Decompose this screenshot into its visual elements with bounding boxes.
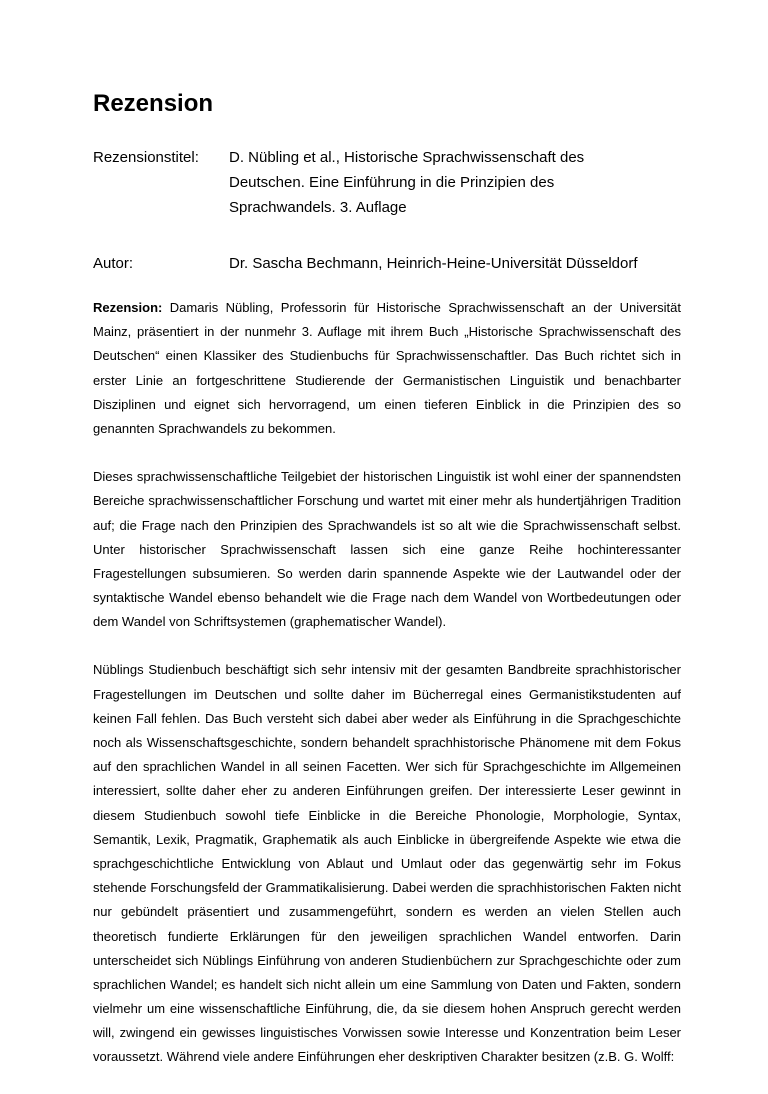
text-line (93, 731, 681, 755)
author-name: Dr. Sascha Bechmann, Heinrich-Heine-Universität Düsseldorf (229, 255, 638, 272)
text-line (93, 876, 681, 900)
text-line (93, 586, 681, 610)
line-text: stehende Forschungsfeld der Grammatikalisierung. Dabei werden die sprachhistorischen Fakten nicht (93, 880, 681, 896)
paragraph (93, 658, 681, 1069)
text-line (93, 538, 681, 562)
line-text: Fragestellungen im Deutschen und sollte daher im Bücherregal eines Germanistikstudenten auf (93, 686, 681, 702)
text-line (93, 320, 681, 344)
line-text: voraussetzt. Während viele andere Einführungen eher deskriptiven Charakter besitzen (z.B. G. Wolff: (93, 1049, 675, 1065)
text-line (93, 1021, 681, 1045)
review-title-line: Deutschen. Eine Einführung in die Prinzipien des (229, 174, 555, 191)
line-text: unterscheidet sich Nüblings Einführung von anderen Studienbüchern zur Sprachgeschichte oder zum (93, 952, 681, 968)
text-line (93, 683, 681, 707)
line-text: syntaktische Wandel ebenso behandelt wie die Frage nach dem Wandel von Wortbedeutungen oder (93, 590, 681, 606)
text-line (93, 1045, 681, 1069)
line-text: sprachgeschichtliche Entwicklung von Ablaut und Umlaut oder das gegenwärtig sehr im Fokus (93, 855, 681, 871)
line-text: Semantik, Lexik, Pragmatik, Graphematik als auch Einblicke in übergreifende Aspekte wie etwa die (93, 831, 681, 847)
text-line (93, 852, 681, 876)
text-line (93, 973, 681, 997)
line-text: Damaris Nübling, Professorin für Historische Sprachwissenschaft an der Universität (162, 300, 681, 315)
paragraph (93, 296, 681, 441)
line-text: diesem Studienbuch sowohl tiefe Einblicke in die Bereiche Phonologie, Morphologie, Syntax, (93, 807, 681, 823)
text-line (93, 658, 681, 682)
text-line (93, 344, 681, 368)
text-line (93, 489, 681, 513)
review-title-value (229, 145, 681, 220)
line-text: theoretisch fundierte Erklärungen für den jeweiligen sprachlichen Wandel entworfen. Darin (93, 928, 681, 944)
line-text: sprachlichen Wandel; es handelt sich nicht allein um eine Sammlung von Daten und Fakten, sondern (93, 976, 681, 992)
text-line (93, 900, 681, 924)
text-line (93, 417, 681, 441)
text-line (93, 707, 681, 731)
line-text: Dieses sprachwissenschaftliche Teilgebiet der historischen Linguistik ist wohl einer der spannendsten (93, 469, 681, 485)
review-body (93, 296, 681, 1094)
line-text: Nüblings Studienbuch beschäftigt sich sehr intensiv mit der gesamten Bandbreite sprachhistorischer (93, 662, 681, 678)
review-title-label: Rezensionstitel: (93, 149, 199, 166)
paragraph (93, 465, 681, 634)
line-text: nur gebündelt präsentiert und zusammengeführt, sondern es werden an vielen Stellen auch (93, 904, 681, 920)
text-line (93, 514, 681, 538)
text-line (93, 369, 681, 393)
text-line (93, 755, 681, 779)
text-line (93, 804, 681, 828)
text-line (93, 296, 681, 320)
line-text: vielmehr um eine wissenschaftliche Einführung, die, da sie diesem hohen Anspruch gerecht werden (93, 1001, 681, 1017)
text-line (93, 393, 681, 417)
author-value (229, 251, 681, 276)
review-title-line: Sprachwandels. 3. Auflage (229, 199, 407, 216)
paragraph-lead: Rezension: (93, 300, 163, 315)
text-line (93, 610, 681, 634)
line-text: Mainz, präsentiert in der nunmehr 3. Auflage mit ihrem Buch „Historische Sprachwissenschaft des (93, 324, 681, 340)
line-text: auf; die Frage nach den Prinzipien des Sprachwandels ist so alt wie die Sprachwissenschaft selbst. (93, 517, 681, 533)
author-label: Autor: (93, 255, 134, 272)
line-text: noch als Wissenschaftsgeschichte, sondern behandelt sprachhistorische Phänomene mit dem Fokus (93, 735, 681, 750)
line-text: Deutschen“ einen Klassiker des Studienbuchs für Sprachwissenschaftler. Das Buch richtet sich in (93, 348, 681, 364)
line-text: genannten Sprachwandels zu bekommen. (93, 420, 336, 436)
line-text: Bereiche sprachwissenschaftlicher Forschung und wartet mit einer mehr als hundertjährigen Tradition (93, 493, 681, 509)
text-line (93, 828, 681, 852)
review-title-line: D. Nübling et al., Historische Sprachwissenschaft des (229, 149, 585, 166)
text-line (93, 562, 681, 586)
line-text: erster Linie an fortgeschrittene Studierende der Germanistischen Linguistik und benachbarter (93, 372, 681, 388)
text-line (93, 925, 681, 949)
text-line (93, 997, 681, 1021)
line-text: Disziplinen und eignet sich hervorragend, um einen tieferen Einblick in die Prinzipien des so (93, 396, 681, 412)
document-title: Rezension (93, 90, 214, 117)
text-line (93, 465, 681, 489)
line-text: interessiert, sollte daher eher zu anderen Einführungen greifen. Der interessierte Leser gewinnt in (93, 783, 681, 799)
line-text: keinen Fall fehlen. Das Buch versteht sich dabei aber weder als Einführung in die Sprachgeschichte (93, 710, 681, 726)
line-text: auf den sprachlichen Wandel in all seinen Facetten. Wer sich für Sprachgeschichte im Allgemeinen (93, 759, 681, 775)
text-line (93, 949, 681, 973)
line-text: dem Wandel von Schriftsystemen (graphematischer Wandel). (93, 614, 447, 630)
line-text: will, zwingend ein gewisses linguistisches Vorwissen sowie Interesse und Konzentration beim Leser (93, 1025, 681, 1041)
line-text: Unter historischer Sprachwissenschaft lassen sich eine ganze Reihe hochinteressanter (93, 541, 681, 557)
line-text: Fragestellungen subsumieren. So werden darin spannende Aspekte wie der Lautwandel oder der (93, 565, 681, 581)
text-line (93, 779, 681, 803)
